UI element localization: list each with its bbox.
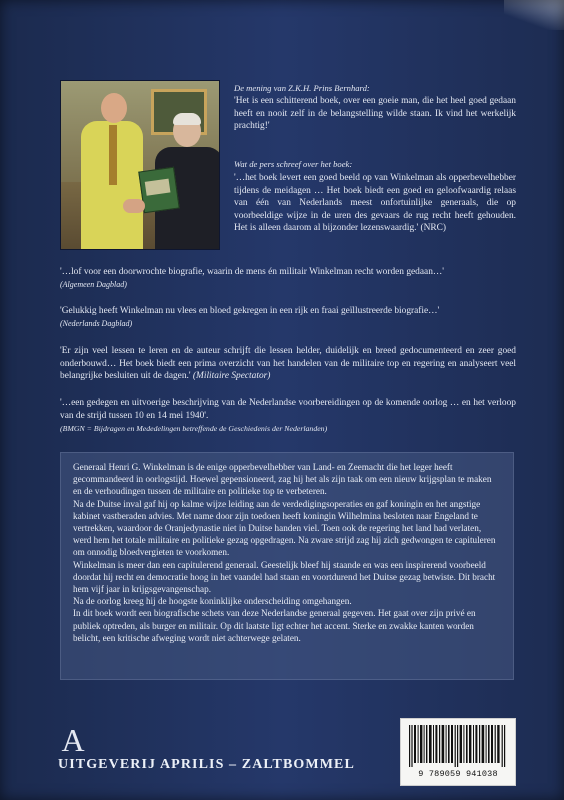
summary-paragraph-2: Na de Duitse inval gaf hij op kalme wijze leiding aan de verdedigingsoperaties en gaf koningin en het angstige kabinet vastberaden advies. Met name door zijn toedoen heeft koningin Wilhelmina besloten naar Engeland te vertrekken, waardoor de Oranjedynastie niet in Duitse handen viel. Toen ook de regering het land had verlaten, werd hem het totale militaire en politieke gezag opgedragen. Na zware strijd zag hij zich gedwongen te capituleren om onnodig bloedvergieten te voorkomen. bbox=[73, 498, 496, 558]
bernhard-quote: 'Het is een schitterend boek, over een goeie man, die het heel goed gedaan heeft en nooit zelf in de belangstelling wilde staan. Ik vind het werkelijk prachtig!' bbox=[234, 96, 516, 132]
press-label: Wat de pers schreef over het boek: bbox=[234, 159, 353, 169]
bmgn-source: (BMGN = Bijdragen en Mededelingen betreffende de Geschiedenis der Nederlanden) bbox=[60, 424, 328, 433]
summary-paragraph-5: In dit boek wordt een biografische schets van deze Nederlandse generaal gegeven. Het gaat over zijn privé en publiek optreden, als burger en militair. Op dit laatste ligt echter het accent. Sterke en zwakke kanten worden belicht, een kritische afweging wordt niet achterwege gelaten. bbox=[73, 608, 476, 643]
summary-paragraph-3: Winkelman is meer dan een capitulerend generaal. Geestelijk bleef hij staande en was een inspirerend voorbeeld doordat hij recht en democratie hoog in het vaandel had staan en voortdurend het Duitse gezag betwiste. Dit bracht hem vijf jaar in krijgsgevangenschap. bbox=[73, 559, 496, 595]
shrink-wrap-glare bbox=[504, 0, 564, 30]
ad-quote: '…lof voor een doorwrochte biografie, waarin de mens én militair Winkelman recht worden gedaan…' bbox=[60, 267, 444, 277]
isbn-number: 9 789059 941038 bbox=[418, 769, 498, 779]
nrc-source: (NRC) bbox=[420, 223, 447, 234]
barcode-bars bbox=[409, 725, 507, 767]
publisher-logo: A bbox=[61, 722, 85, 758]
bmgn-quote: '…een gedegen en uitvoerige beschrijving van de Nederlandse voorbereidingen op de komende oorlog … en het verloop van de strijd tussen 10 en 14 mei 1940'. bbox=[60, 398, 516, 421]
summary-paragraph-4: Na de oorlog kreeg hij de hoogste koninklijke onderscheiding omgehangen. bbox=[73, 596, 352, 607]
bernhard-label: De mening van Z.K.H. Prins Bernhard: bbox=[234, 83, 370, 93]
summary-box bbox=[60, 452, 514, 680]
ms-source: (Militaire Spectator) bbox=[192, 371, 271, 382]
ad-source: (Algemeen Dagblad) bbox=[60, 280, 127, 289]
ms-quote: 'Er zijn veel lessen te leren en de auteur schrijft die lessen helder, duidelijk en breed gedocumenteerd en zeer goed onderbouwd… Het boek biedt een prima overzicht van het handelen van de militaire top en regering en analyseert veel belangrijke besluiten uit de dagen.' (Militaire Spectator) bbox=[60, 346, 516, 382]
isbn-barcode bbox=[400, 718, 516, 786]
nd-source: (Nederlands Dagblad) bbox=[60, 319, 133, 328]
summary-paragraph-1: Generaal Henri G. Winkelman is de enige opperbevelhebber van Land- en Zeemacht die het leger heeft gecommandeerd in oorlogstijd. Hoewel gepensioneerd, zag hij het als zijn taak om een nieuw krijgsplan te maken en de verhoudingen tussen de militaire en politieke top te verbeteren. bbox=[73, 462, 492, 497]
nd-quote: 'Gelukkig heeft Winkelman nu vlees en bloed gekregen in een rijk en fraai geïllustreerde biografie…' bbox=[60, 306, 440, 316]
nrc-quote: '…het boek levert een goed beeld op van Winkelman als opperbevelhebber tijdens de meidagen … Het boek biedt een goed en geloofwaardig relaas van één van Nederlands meest onfortuinlijke generaals, die op voorbeeldige wijze in de uren des gevaars de rug recht heeft gehouden. Het is alleen daarom al bijzonder lezenswaardig.' (NRC) bbox=[234, 173, 516, 234]
publisher-name: UITGEVERIJ APRILIS – ZALTBOMMEL bbox=[58, 757, 355, 772]
author-photo bbox=[60, 80, 220, 250]
